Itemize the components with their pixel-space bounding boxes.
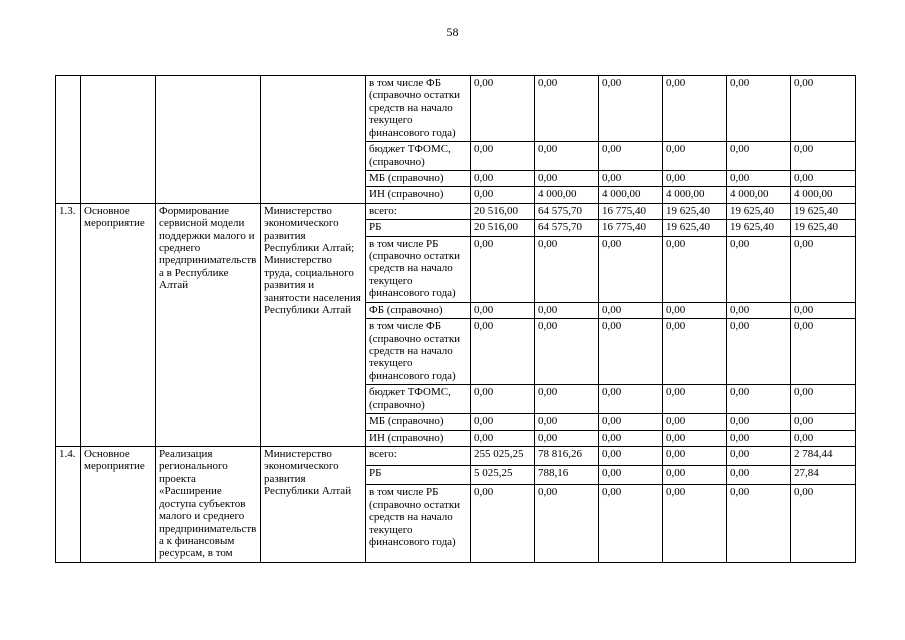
value-cell: 0,00 <box>471 236 535 302</box>
value-cell: 0,00 <box>599 302 663 318</box>
page-number: 58 <box>446 25 459 39</box>
value-cell: 0,00 <box>663 302 727 318</box>
value-cell: 4 000,00 <box>599 187 663 203</box>
value-cell: 0,00 <box>727 430 791 446</box>
value-cell: 0,00 <box>791 236 856 302</box>
executor-cell: Министерство экономического развития Республики Алтай; Министерство труда, социального развития и занятости населения Республики Алтай <box>261 203 366 446</box>
budget-line-label-cell: ИН (справочно) <box>366 430 471 446</box>
budget-line-label-cell: МБ (справочно) <box>366 170 471 186</box>
value-cell: 4 000,00 <box>791 187 856 203</box>
value-cell: 16 775,40 <box>599 220 663 236</box>
value-cell: 0,00 <box>535 170 599 186</box>
value-cell: 0,00 <box>663 142 727 171</box>
budget-line-label-cell: ФБ (справочно) <box>366 302 471 318</box>
value-cell: 19 625,40 <box>791 220 856 236</box>
budget-line-label-cell: всего: <box>366 446 471 465</box>
executor-cell <box>261 76 366 204</box>
value-cell: 19 625,40 <box>791 203 856 219</box>
value-cell: 0,00 <box>471 76 535 142</box>
value-cell: 0,00 <box>535 302 599 318</box>
budget-line-label-cell: бюджет ТФОМС, (справочно) <box>366 142 471 171</box>
value-cell: 0,00 <box>727 466 791 485</box>
value-cell: 27,84 <box>791 466 856 485</box>
value-cell: 0,00 <box>599 485 663 562</box>
value-cell: 5 025,25 <box>471 466 535 485</box>
value-cell: 2 784,44 <box>791 446 856 465</box>
value-cell: 0,00 <box>471 142 535 171</box>
value-cell: 19 625,40 <box>727 220 791 236</box>
value-cell: 0,00 <box>663 319 727 385</box>
value-cell: 0,00 <box>471 302 535 318</box>
budget-line-label-cell: бюджет ТФОМС, (справочно) <box>366 385 471 414</box>
budget-line-label-cell: РБ <box>366 466 471 485</box>
value-cell: 64 575,70 <box>535 203 599 219</box>
value-cell: 0,00 <box>599 170 663 186</box>
measure-kind-cell <box>81 76 156 204</box>
value-cell: 4 000,00 <box>535 187 599 203</box>
measure-description-cell: Реализация регионального проекта «Расширение доступа субъектов малого и среднего предпринимательства к финансовым ресурсам, в том <box>156 446 261 562</box>
value-cell: 0,00 <box>535 142 599 171</box>
row-number-cell: 1.3. <box>56 203 81 446</box>
value-cell: 0,00 <box>663 485 727 562</box>
value-cell: 0,00 <box>599 142 663 171</box>
budget-line-label-cell: МБ (справочно) <box>366 414 471 430</box>
value-cell: 0,00 <box>471 485 535 562</box>
value-cell: 0,00 <box>599 414 663 430</box>
value-cell: 0,00 <box>535 430 599 446</box>
value-cell: 0,00 <box>727 385 791 414</box>
budget-table <box>55 75 856 563</box>
value-cell: 0,00 <box>663 170 727 186</box>
measure-description-cell <box>156 76 261 204</box>
table-row <box>56 446 856 465</box>
value-cell: 0,00 <box>663 385 727 414</box>
value-cell: 0,00 <box>791 485 856 562</box>
value-cell: 0,00 <box>727 170 791 186</box>
value-cell: 0,00 <box>535 414 599 430</box>
value-cell: 4 000,00 <box>727 187 791 203</box>
value-cell: 0,00 <box>727 319 791 385</box>
value-cell: 0,00 <box>471 385 535 414</box>
row-number-cell: 1.4. <box>56 446 81 562</box>
value-cell: 0,00 <box>599 319 663 385</box>
value-cell: 78 816,26 <box>535 446 599 465</box>
budget-line-label-cell: РБ <box>366 220 471 236</box>
value-cell: 788,16 <box>535 466 599 485</box>
value-cell: 0,00 <box>471 414 535 430</box>
value-cell: 20 516,00 <box>471 203 535 219</box>
value-cell: 19 625,40 <box>663 220 727 236</box>
value-cell: 0,00 <box>663 446 727 465</box>
value-cell: 0,00 <box>727 76 791 142</box>
value-cell: 0,00 <box>663 414 727 430</box>
budget-line-label-cell: всего: <box>366 203 471 219</box>
value-cell: 0,00 <box>791 385 856 414</box>
value-cell: 0,00 <box>791 414 856 430</box>
value-cell: 0,00 <box>535 385 599 414</box>
measure-description-cell: Формирование сервисной модели поддержки малого и среднего предпринимательства в Республике Алтай <box>156 203 261 446</box>
value-cell: 0,00 <box>471 170 535 186</box>
value-cell: 0,00 <box>599 430 663 446</box>
value-cell: 0,00 <box>663 236 727 302</box>
value-cell: 0,00 <box>599 446 663 465</box>
budget-line-label-cell: ИН (справочно) <box>366 187 471 203</box>
measure-kind-cell: Основное мероприятие <box>81 446 156 562</box>
value-cell: 0,00 <box>663 430 727 446</box>
value-cell: 16 775,40 <box>599 203 663 219</box>
executor-cell: Министерство экономического развития Республики Алтай <box>261 446 366 562</box>
value-cell: 0,00 <box>727 446 791 465</box>
value-cell: 0,00 <box>791 319 856 385</box>
table-row <box>56 203 856 219</box>
value-cell: 19 625,40 <box>663 203 727 219</box>
value-cell: 0,00 <box>791 430 856 446</box>
value-cell: 0,00 <box>599 76 663 142</box>
value-cell: 0,00 <box>791 142 856 171</box>
value-cell: 0,00 <box>727 485 791 562</box>
value-cell: 0,00 <box>599 236 663 302</box>
budget-line-label-cell: в том числе РБ (справочно остатки средств на начало текущего финансового года) <box>366 236 471 302</box>
value-cell: 0,00 <box>599 385 663 414</box>
value-cell: 0,00 <box>791 76 856 142</box>
value-cell: 0,00 <box>727 302 791 318</box>
value-cell: 19 625,40 <box>727 203 791 219</box>
value-cell: 0,00 <box>471 430 535 446</box>
budget-line-label-cell: в том числе ФБ (справочно остатки средств на начало текущего финансового года) <box>366 319 471 385</box>
table-row <box>56 76 856 142</box>
value-cell: 0,00 <box>663 76 727 142</box>
value-cell: 0,00 <box>535 236 599 302</box>
row-number-cell <box>56 76 81 204</box>
measure-kind-cell: Основное мероприятие <box>81 203 156 446</box>
value-cell: 0,00 <box>663 466 727 485</box>
value-cell: 4 000,00 <box>663 187 727 203</box>
value-cell: 255 025,25 <box>471 446 535 465</box>
budget-line-label-cell: в том числе ФБ (справочно остатки средств на начало текущего финансового года) <box>366 76 471 142</box>
value-cell: 20 516,00 <box>471 220 535 236</box>
value-cell: 0,00 <box>535 485 599 562</box>
value-cell: 0,00 <box>471 187 535 203</box>
value-cell: 0,00 <box>727 414 791 430</box>
value-cell: 0,00 <box>535 319 599 385</box>
value-cell: 0,00 <box>535 76 599 142</box>
value-cell: 0,00 <box>599 466 663 485</box>
value-cell: 0,00 <box>727 236 791 302</box>
budget-line-label-cell: в том числе РБ (справочно остатки средств на начало текущего финансового года) <box>366 485 471 562</box>
value-cell: 0,00 <box>791 170 856 186</box>
value-cell: 0,00 <box>471 319 535 385</box>
value-cell: 0,00 <box>791 302 856 318</box>
value-cell: 64 575,70 <box>535 220 599 236</box>
budget-table-body <box>56 76 856 563</box>
value-cell: 0,00 <box>727 142 791 171</box>
